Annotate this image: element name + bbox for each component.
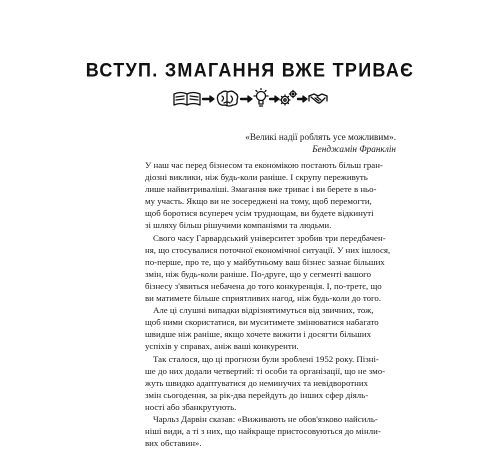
text-line: му участь. Якщо ви не зосереджені на тому, щоб перемогти, [145, 196, 372, 207]
epigraph-author: Бенджамін Франклін [312, 144, 396, 155]
text-line: У наш час перед бізнесом та економікою постають більш гран- [145, 160, 383, 170]
arrow-right-icon [241, 96, 252, 102]
arrow-right-icon [203, 96, 214, 102]
process-icon-strip [172, 87, 328, 109]
paragraph [145, 413, 381, 449]
text-line: ності або збанкрутують. [145, 401, 237, 412]
paragraph [145, 304, 379, 352]
text-line: ніші види, а ті з них, що найкраще пристосовуються до мінли- [145, 426, 381, 437]
text-line: жуть швидко адаптуватися до неминучих та невідворотних [145, 377, 369, 388]
chapter-title: ВСТУП. ЗМАГАННЯ ВЖЕ ТРИВАЄ [85, 59, 415, 81]
text-line: по-перше, про те, що у майбутньому ваш бізнес зазнає більших [145, 256, 385, 267]
text-line: швидше ніж раніше, якщо хочете вижити і досягти більших [145, 329, 371, 340]
text-line: щоб боротися всупереч усім труднощам, ви будете відкинуті [145, 208, 374, 219]
book-icon [174, 93, 200, 106]
text-line: ше до них додали четвертий: ті особи та організації, що не змо- [145, 365, 386, 376]
paragraph [145, 159, 383, 232]
text-line: Чарльз Дарвін сказав: «Виживають не обов'язково найсиль- [153, 413, 378, 424]
handshake-icon [309, 94, 327, 103]
text-line: Так сталося, що ці прогнози були зроблені 1952 року. Пізні- [153, 353, 379, 364]
epigraph [176, 131, 396, 156]
text-line: ви матимете більше сприятливих нагод, ніж будь-коли до того. [145, 293, 382, 304]
gears-icon [280, 90, 297, 105]
text-line: бізнесу з'явиться небачена до того конкуренція. І, по-третє, що [145, 280, 382, 291]
text-line: Свого часу Гарвардський університет зробив три передбачен- [153, 232, 386, 243]
text-line: Але ці слушні випадки відрізнятимуться від звичних, тож, [153, 305, 374, 316]
paragraph [145, 232, 391, 305]
brain-icon [217, 91, 237, 106]
text-line: вих обставин». [145, 438, 202, 449]
paragraph [145, 353, 386, 413]
text-line: змін, ніж будь-коли раніше. По-друге, що у сегменті вашого [145, 268, 372, 279]
arrow-right-icon [298, 96, 307, 102]
arrow-right-icon [270, 96, 279, 102]
text-line: лише найвитриваліші. Змагання вже триває і ви берете в ньо- [145, 184, 377, 195]
text-line: діозні виклики, ніж будь-коли раніше. І скрупу переживуть [145, 172, 368, 183]
lightbulb-icon [254, 89, 268, 107]
body-text [145, 159, 391, 449]
text-line: зі шляху більш рішучими компаніями та людьми. [145, 220, 332, 231]
text-line: щоб ними скористатися, ви муситимете змінюватися набагато [145, 317, 379, 328]
text-line: успіхів у справах, аніж ваші конкуренти. [145, 341, 299, 352]
epigraph-quote: «Великі надії роблять усе можливим». [245, 132, 396, 142]
text-line: ня, що стосувалися поточної економічної ситуації. У них ішлося, [145, 244, 391, 255]
text-line: змін сьогодення, за рік-два перейдуть до інших сфер діяль- [145, 389, 369, 400]
